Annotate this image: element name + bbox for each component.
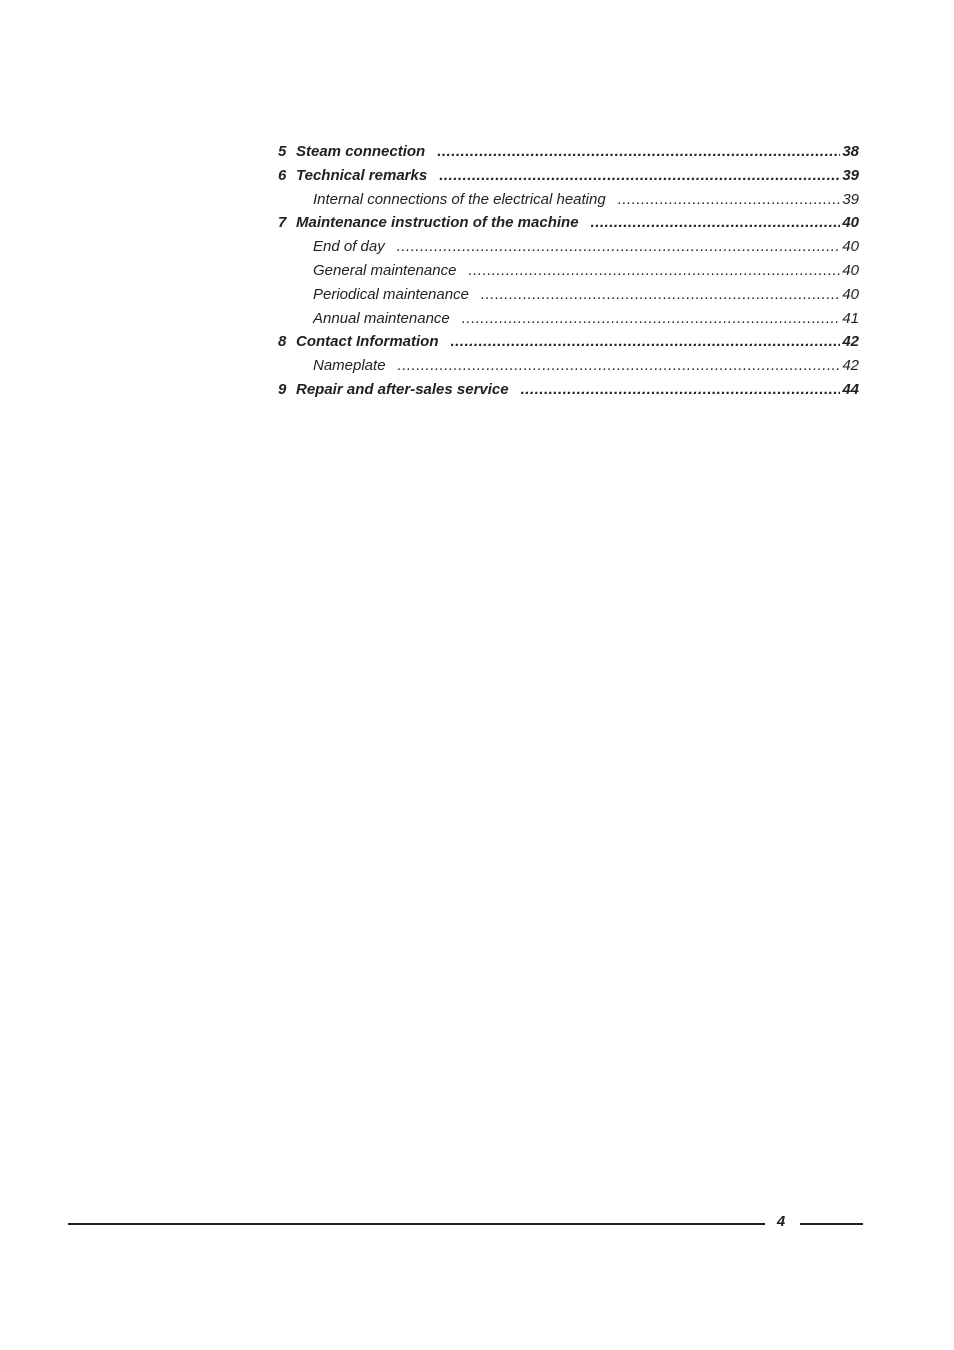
toc-page-number: 38 xyxy=(842,143,859,160)
toc-entry-nameplate[interactable] xyxy=(278,357,859,381)
toc-page-number: 39 xyxy=(842,190,859,208)
toc-entry-periodical-maintenance[interactable] xyxy=(278,286,859,310)
dot-leader xyxy=(481,286,840,303)
dot-leader xyxy=(462,310,841,327)
footer-rule-right xyxy=(800,1223,863,1225)
toc-entry-steam-connection[interactable] xyxy=(278,143,859,167)
page-number: 4 xyxy=(776,1213,786,1230)
toc-page-number: 40 xyxy=(842,285,859,303)
toc-page-number: 44 xyxy=(842,380,859,398)
dot-leader xyxy=(591,214,841,231)
toc-section-number: 7 xyxy=(278,214,287,232)
toc-entry-technical-remarks[interactable] xyxy=(278,167,859,191)
toc-entry-title: Nameplate xyxy=(313,357,386,375)
toc-entry-repair-service[interactable] xyxy=(278,381,859,405)
toc-entry-title: Technical remarks xyxy=(296,166,428,184)
toc-page-number: 40 xyxy=(842,238,859,256)
toc-entry-title: Maintenance instruction of the machine xyxy=(296,214,579,232)
toc-entry-internal-connections[interactable] xyxy=(278,191,859,215)
dot-leader xyxy=(398,357,841,374)
toc-section-number: 8 xyxy=(278,333,287,351)
toc-entry-title: Steam connection xyxy=(296,143,426,160)
toc-page-number: 40 xyxy=(842,214,859,232)
toc-entry-title: Internal connections of the electrical heating xyxy=(313,190,606,208)
toc-section-number: 9 xyxy=(278,380,287,398)
toc-page-number: 40 xyxy=(842,261,859,279)
dot-leader xyxy=(468,262,840,279)
toc-entry-end-of-day[interactable] xyxy=(278,238,859,262)
toc-page-number: 42 xyxy=(842,333,859,351)
footer-rule-left xyxy=(68,1223,765,1225)
toc-entry-title: Repair and after-sales service xyxy=(296,380,509,398)
toc-entry-maintenance-instruction[interactable] xyxy=(278,214,859,238)
toc-section-number: 6 xyxy=(278,166,287,184)
toc-page-number: 39 xyxy=(842,166,859,184)
dot-leader xyxy=(397,238,841,255)
dot-leader xyxy=(437,143,840,160)
dot-leader xyxy=(451,333,841,350)
toc-entry-title: General maintenance xyxy=(313,261,457,279)
toc-page-number: 41 xyxy=(842,309,859,327)
toc-section-number: 5 xyxy=(278,143,287,160)
toc-entry-annual-maintenance[interactable] xyxy=(278,310,859,334)
dot-leader xyxy=(618,191,841,208)
toc-entry-title: Contact Information xyxy=(296,333,439,351)
toc-entry-title: Periodical maintenance xyxy=(313,285,469,303)
toc-entry-contact-information[interactable] xyxy=(278,333,859,357)
toc-entry-title: Annual maintenance xyxy=(313,309,450,327)
dot-leader xyxy=(521,381,841,398)
toc-entry-general-maintenance[interactable] xyxy=(278,262,859,286)
toc-page-number: 42 xyxy=(842,357,859,375)
table-of-contents xyxy=(278,143,859,405)
toc-entry-title: End of day xyxy=(313,238,385,256)
dot-leader xyxy=(439,167,840,184)
